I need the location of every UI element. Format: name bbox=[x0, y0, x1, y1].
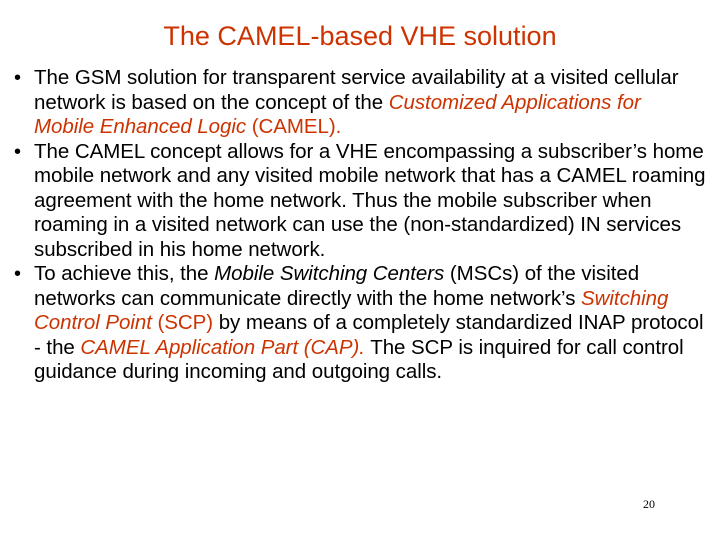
camel-abbreviation: (CAMEL). bbox=[246, 115, 342, 138]
bullet-text: (MSCs) of the visited networks can communicate directly with the home network’s bbox=[34, 262, 640, 310]
page-number: 20 bbox=[643, 497, 655, 511]
bullet-list bbox=[14, 66, 706, 385]
bullet-item-camel-concept-intro bbox=[14, 66, 706, 140]
slide-title: The CAMEL-based VHE solution bbox=[163, 21, 557, 51]
bullet-icon: • bbox=[14, 67, 21, 89]
bullet-text: by means of a completely standardized INAP protocol - the bbox=[34, 311, 704, 359]
bullet-text: The GSM solution for transparent service availability at a visited cellular network is based on the concept of the bbox=[34, 66, 679, 114]
cap-term: CAMEL Application Part (CAP). bbox=[80, 335, 365, 359]
bullet-item-vhe-roaming bbox=[14, 140, 706, 263]
bullet-text: To achieve this, the bbox=[34, 262, 215, 285]
bullet-item-msc-scp-cap bbox=[14, 262, 706, 385]
bullet-icon: • bbox=[14, 140, 21, 163]
bullet-text: The CAMEL concept allows for a VHE encompassing a subscriber’s home mobile network and any visited mobile network that has a CAMEL roaming agreement with the home network. Thus the mobile subscriber when roaming in a visited network can use the (non-standardized) IN services subscribed in his home network. bbox=[34, 139, 706, 261]
bullet-text: The SCP is inquired for call control guidance during incoming and outgoing calls. bbox=[34, 335, 684, 383]
scp-term: Switching Control Point bbox=[34, 286, 669, 334]
msc-term: Mobile Switching Centers bbox=[214, 262, 445, 285]
bullet-icon: • bbox=[14, 263, 21, 285]
camel-term: Customized Applications for Mobile Enhanced Logic bbox=[34, 90, 641, 138]
scp-abbreviation: (SCP) bbox=[151, 311, 214, 334]
